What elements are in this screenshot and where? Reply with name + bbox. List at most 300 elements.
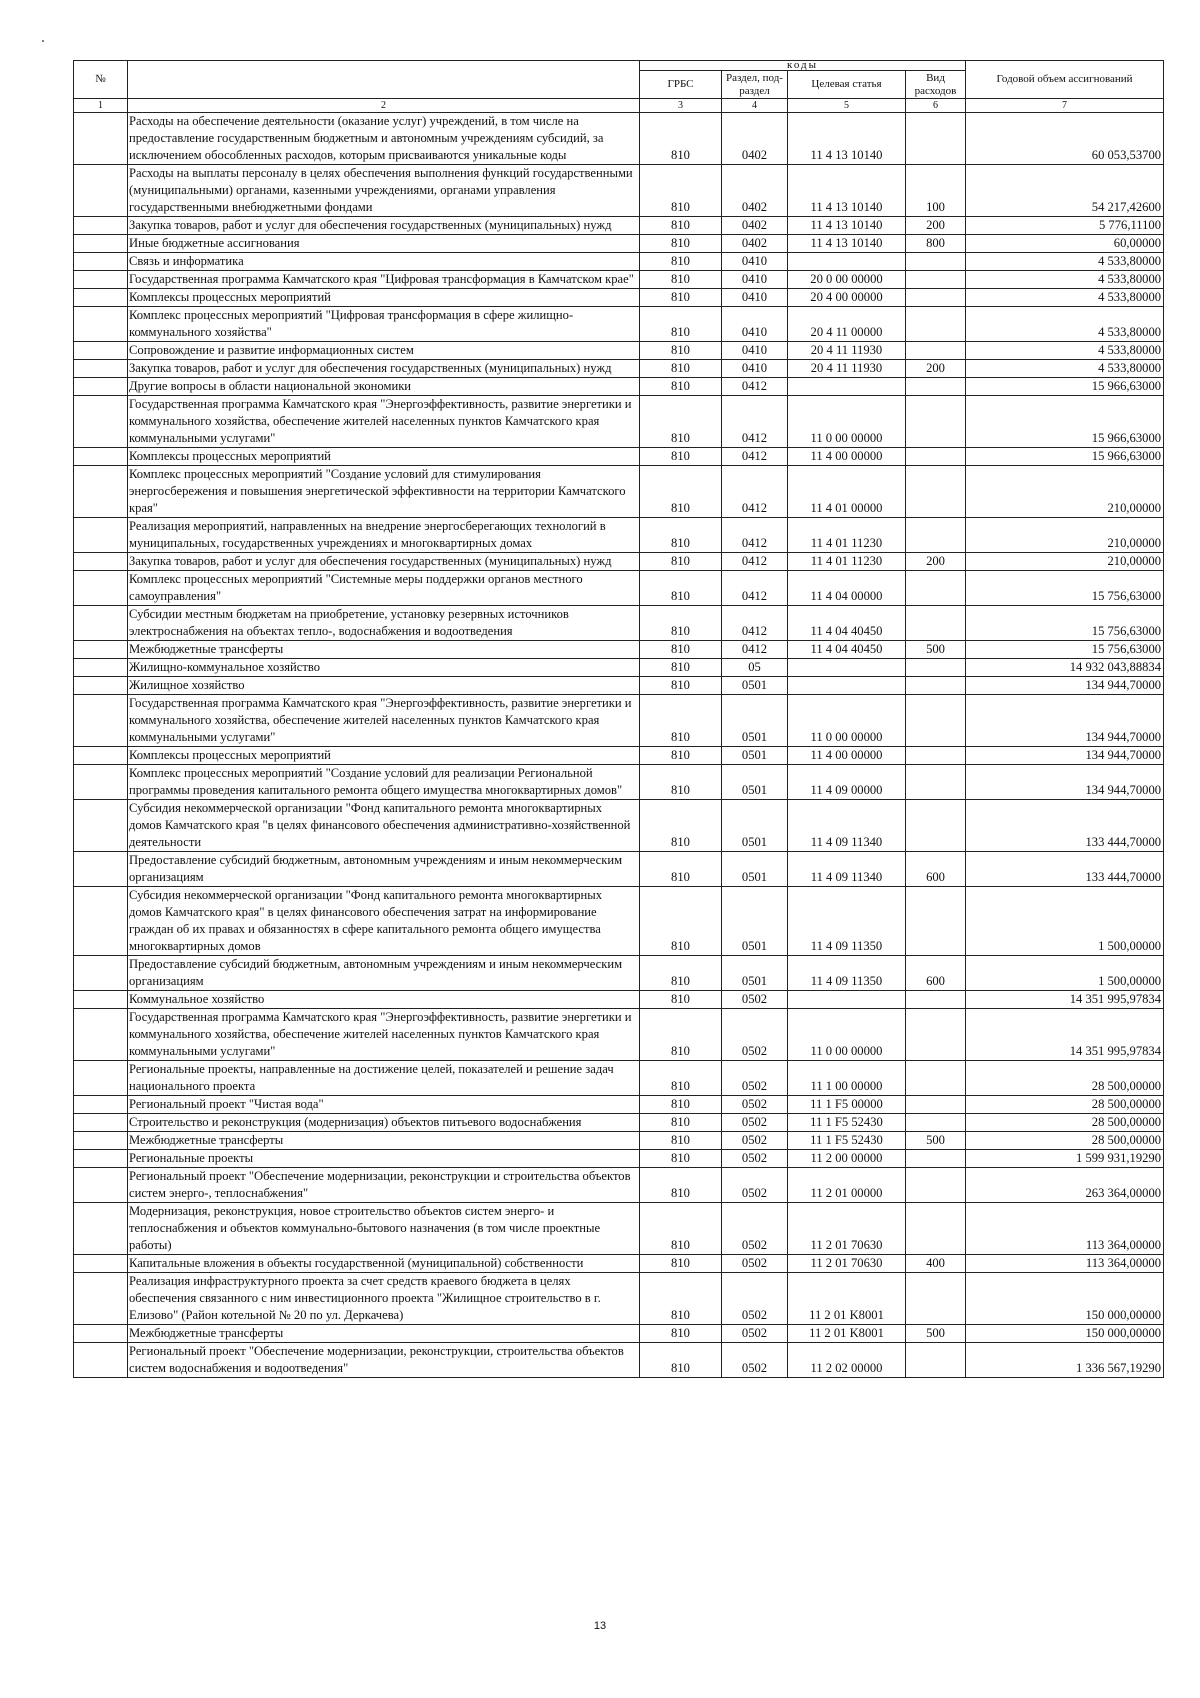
row-target: 11 4 13 10140 (788, 235, 906, 253)
table-row (74, 378, 1164, 396)
row-expense-type: 200 (906, 360, 966, 378)
row-name: Связь и информатика (128, 253, 640, 271)
table-row (74, 307, 1164, 342)
row-grbs: 810 (640, 253, 722, 271)
row-name: Закупка товаров, работ и услуг для обеспечения государственных (муниципальных) нужд (128, 360, 640, 378)
row-section: 0402 (722, 113, 788, 165)
row-sum: 1 500,00000 (966, 956, 1164, 991)
header-annual: Годовой объем ассигнований (966, 61, 1164, 99)
row-name: Межбюджетные трансферты (128, 1132, 640, 1150)
row-section: 0501 (722, 695, 788, 747)
row-grbs: 810 (640, 1343, 722, 1378)
row-expense-type (906, 887, 966, 956)
row-sum: 210,00000 (966, 518, 1164, 553)
table-row (74, 571, 1164, 606)
table-row (74, 695, 1164, 747)
header-name (128, 61, 640, 99)
row-name: Региональные проекты, направленные на достижение целей, показателей и решение задач национального проекта (128, 1061, 640, 1096)
col-number: 1 (74, 99, 128, 113)
row-expense-type (906, 113, 966, 165)
row-target (788, 991, 906, 1009)
row-target: 11 4 09 11340 (788, 852, 906, 887)
row-target: 11 4 13 10140 (788, 217, 906, 235)
table-row (74, 1009, 1164, 1061)
row-number-cell (74, 289, 128, 307)
row-grbs: 810 (640, 289, 722, 307)
row-expense-type (906, 1343, 966, 1378)
row-section: 0412 (722, 448, 788, 466)
row-number-cell (74, 677, 128, 695)
row-section: 0501 (722, 956, 788, 991)
row-grbs: 810 (640, 553, 722, 571)
row-name: Расходы на выплаты персоналу в целях обеспечения выполнения функций государственными (муниципальными) органами, казенными учреждениями, органами управления государственными внебюджетными фондами (128, 165, 640, 217)
row-sum: 15 756,63000 (966, 571, 1164, 606)
table-row (74, 887, 1164, 956)
table-row (74, 1096, 1164, 1114)
table-row (74, 466, 1164, 518)
row-sum: 4 533,80000 (966, 289, 1164, 307)
row-expense-type: 600 (906, 852, 966, 887)
row-grbs: 810 (640, 448, 722, 466)
row-target: 11 2 01 00000 (788, 1168, 906, 1203)
row-name: Комплекс процессных мероприятий "Создание условий для стимулирования энергосбережения и повышения энергетической эффективности на территории Камчатского края" (128, 466, 640, 518)
row-section: 0501 (722, 852, 788, 887)
row-grbs: 810 (640, 800, 722, 852)
table-row (74, 165, 1164, 217)
row-target: 11 0 00 00000 (788, 396, 906, 448)
row-target: 11 4 01 11230 (788, 553, 906, 571)
row-section: 0502 (722, 1168, 788, 1203)
table-row (74, 1168, 1164, 1203)
row-expense-type (906, 289, 966, 307)
row-number-cell (74, 378, 128, 396)
row-section: 0410 (722, 271, 788, 289)
row-section: 0502 (722, 1114, 788, 1132)
row-target (788, 253, 906, 271)
row-number-cell (74, 448, 128, 466)
row-name: Сопровождение и развитие информационных систем (128, 342, 640, 360)
row-expense-type (906, 1168, 966, 1203)
row-grbs: 810 (640, 852, 722, 887)
table-row (74, 641, 1164, 659)
row-name: Комплекс процессных мероприятий "Создание условий для реализации Региональной программы проведения капитального ремонта общего имущества многоквартирных домов" (128, 765, 640, 800)
row-grbs: 810 (640, 641, 722, 659)
row-number-cell (74, 765, 128, 800)
row-target: 11 4 09 11350 (788, 956, 906, 991)
row-target: 11 2 01 70630 (788, 1203, 906, 1255)
row-expense-type: 200 (906, 217, 966, 235)
row-number-cell (74, 360, 128, 378)
row-section: 0502 (722, 1325, 788, 1343)
row-target: 11 4 13 10140 (788, 165, 906, 217)
row-number-cell (74, 571, 128, 606)
row-target: 11 4 01 00000 (788, 466, 906, 518)
row-grbs: 810 (640, 956, 722, 991)
table-row (74, 253, 1164, 271)
scan-speck (42, 40, 44, 42)
header-exptype: Вид расходов (906, 71, 966, 99)
row-section: 0410 (722, 253, 788, 271)
row-grbs: 810 (640, 1325, 722, 1343)
row-sum: 263 364,00000 (966, 1168, 1164, 1203)
table-row (74, 1343, 1164, 1378)
row-grbs: 810 (640, 217, 722, 235)
row-number-cell (74, 553, 128, 571)
row-number-cell (74, 1343, 128, 1378)
table-row (74, 360, 1164, 378)
row-grbs: 810 (640, 518, 722, 553)
row-grbs: 810 (640, 1096, 722, 1114)
row-name: Государственная программа Камчатского края "Цифровая трансформация в Камчатском крае" (128, 271, 640, 289)
col-number: 3 (640, 99, 722, 113)
row-expense-type (906, 271, 966, 289)
row-expense-type (906, 1009, 966, 1061)
row-sum: 4 533,80000 (966, 360, 1164, 378)
row-target (788, 378, 906, 396)
row-number-cell (74, 887, 128, 956)
row-grbs: 810 (640, 747, 722, 765)
row-target: 20 4 11 11930 (788, 360, 906, 378)
row-section: 0412 (722, 641, 788, 659)
row-expense-type (906, 1061, 966, 1096)
row-expense-type (906, 448, 966, 466)
row-number-cell (74, 307, 128, 342)
row-name: Региональный проект "Обеспечение модернизации, реконструкции, строительства объектов систем водоснабжения и водоотведения" (128, 1343, 640, 1378)
row-number-cell (74, 1096, 128, 1114)
row-name: Жилищное хозяйство (128, 677, 640, 695)
row-target: 20 0 00 00000 (788, 271, 906, 289)
row-sum: 150 000,00000 (966, 1325, 1164, 1343)
row-number-cell (74, 1061, 128, 1096)
row-name: Модернизация, реконструкция, новое строительство объектов систем энерго- и теплоснабжения и объектов коммунально-бытового назначения (в том числе проектные работы) (128, 1203, 640, 1255)
row-sum: 15 966,63000 (966, 396, 1164, 448)
row-sum: 60 053,53700 (966, 113, 1164, 165)
row-sum: 14 932 043,88834 (966, 659, 1164, 677)
row-expense-type (906, 466, 966, 518)
row-sum: 60,00000 (966, 235, 1164, 253)
row-expense-type (906, 1114, 966, 1132)
row-grbs: 810 (640, 1203, 722, 1255)
row-number-cell (74, 466, 128, 518)
row-name: Государственная программа Камчатского края "Энергоэффективность, развитие энергетики и коммунального хозяйства, обеспечение жителей населенных пунктов Камчатского края коммунальными услугами" (128, 695, 640, 747)
table-row (74, 271, 1164, 289)
row-expense-type (906, 396, 966, 448)
row-name: Жилищно-коммунальное хозяйство (128, 659, 640, 677)
row-section: 0412 (722, 571, 788, 606)
table-row (74, 1203, 1164, 1255)
row-name: Капитальные вложения в объекты государственной (муниципальной) собственности (128, 1255, 640, 1273)
row-section: 0502 (722, 1203, 788, 1255)
row-target: 11 2 01 K8001 (788, 1273, 906, 1325)
row-expense-type (906, 606, 966, 641)
row-section: 0502 (722, 1343, 788, 1378)
col-number: 2 (128, 99, 640, 113)
row-target: 11 4 09 11350 (788, 887, 906, 956)
row-section: 0410 (722, 342, 788, 360)
row-number-cell (74, 1150, 128, 1168)
row-section: 0412 (722, 606, 788, 641)
row-name: Региональные проекты (128, 1150, 640, 1168)
table-row (74, 677, 1164, 695)
row-section: 0412 (722, 396, 788, 448)
row-number-cell (74, 747, 128, 765)
row-section: 0502 (722, 1150, 788, 1168)
row-sum: 210,00000 (966, 466, 1164, 518)
row-grbs: 810 (640, 271, 722, 289)
row-grbs: 810 (640, 1150, 722, 1168)
row-grbs: 810 (640, 1114, 722, 1132)
table-row (74, 606, 1164, 641)
row-section: 0402 (722, 217, 788, 235)
row-expense-type (906, 765, 966, 800)
row-number-cell (74, 991, 128, 1009)
row-expense-type (906, 800, 966, 852)
header-codes: коды (640, 61, 966, 71)
row-grbs: 810 (640, 765, 722, 800)
row-name: Предоставление субсидий бюджетным, автономным учреждениям и иным некоммерческим организациям (128, 956, 640, 991)
row-section: 0410 (722, 360, 788, 378)
row-target: 11 1 F5 52430 (788, 1132, 906, 1150)
row-name: Государственная программа Камчатского края "Энергоэффективность, развитие энергетики и коммунального хозяйства, обеспечение жителей населенных пунктов Камчатского края коммунальными услугами" (128, 1009, 640, 1061)
row-grbs: 810 (640, 360, 722, 378)
row-expense-type: 500 (906, 1132, 966, 1150)
row-section: 0502 (722, 1096, 788, 1114)
row-expense-type (906, 1096, 966, 1114)
row-grbs: 810 (640, 887, 722, 956)
row-expense-type (906, 518, 966, 553)
row-number-cell (74, 518, 128, 553)
table-row (74, 235, 1164, 253)
row-name: Государственная программа Камчатского края "Энергоэффективность, развитие энергетики и коммунального хозяйства, обеспечение жителей населенных пунктов Камчатского края коммунальными услугами" (128, 396, 640, 448)
table-row (74, 289, 1164, 307)
table-row (74, 1255, 1164, 1273)
row-grbs: 810 (640, 571, 722, 606)
table-row (74, 956, 1164, 991)
row-target: 11 4 09 11340 (788, 800, 906, 852)
row-section: 0502 (722, 1132, 788, 1150)
row-target: 11 2 00 00000 (788, 1150, 906, 1168)
row-sum: 15 966,63000 (966, 448, 1164, 466)
row-grbs: 810 (640, 1168, 722, 1203)
row-target: 20 4 11 11930 (788, 342, 906, 360)
row-name: Реализация инфраструктурного проекта за счет средств краевого бюджета в целях обеспечения связанного с ним инвестиционного проекта "Жилищное строительство в г. Елизово" (Район котельной № 20 по ул. Деркачева) (128, 1273, 640, 1325)
row-sum: 1 500,00000 (966, 887, 1164, 956)
row-grbs: 810 (640, 396, 722, 448)
row-expense-type (906, 659, 966, 677)
row-number-cell (74, 852, 128, 887)
table-row (74, 396, 1164, 448)
table-row (74, 448, 1164, 466)
row-target: 20 4 11 00000 (788, 307, 906, 342)
row-sum: 133 444,70000 (966, 852, 1164, 887)
page-number: 13 (593, 1620, 607, 1632)
budget-table-body (74, 113, 1164, 1378)
row-target: 11 4 00 00000 (788, 747, 906, 765)
row-sum: 28 500,00000 (966, 1114, 1164, 1132)
table-row (74, 1150, 1164, 1168)
row-sum: 4 533,80000 (966, 307, 1164, 342)
row-expense-type (906, 342, 966, 360)
row-sum: 14 351 995,97834 (966, 991, 1164, 1009)
row-target: 11 4 13 10140 (788, 113, 906, 165)
table-row (74, 342, 1164, 360)
row-expense-type: 500 (906, 1325, 966, 1343)
row-name: Межбюджетные трансферты (128, 1325, 640, 1343)
row-name: Закупка товаров, работ и услуг для обеспечения государственных (муниципальных) нужд (128, 553, 640, 571)
row-sum: 1 336 567,19290 (966, 1343, 1164, 1378)
row-grbs: 810 (640, 606, 722, 641)
row-number-cell (74, 659, 128, 677)
table-row (74, 991, 1164, 1009)
row-number-cell (74, 217, 128, 235)
row-expense-type (906, 307, 966, 342)
budget-table (73, 60, 1164, 1378)
row-section: 0502 (722, 1009, 788, 1061)
row-sum: 14 351 995,97834 (966, 1009, 1164, 1061)
table-row (74, 1132, 1164, 1150)
row-target (788, 677, 906, 695)
row-number-cell (74, 606, 128, 641)
row-section: 0410 (722, 307, 788, 342)
row-name: Строительство и реконструкция (модернизация) объектов питьевого водоснабжения (128, 1114, 640, 1132)
row-sum: 15 756,63000 (966, 641, 1164, 659)
row-sum: 150 000,00000 (966, 1273, 1164, 1325)
row-grbs: 810 (640, 1273, 722, 1325)
table-row (74, 747, 1164, 765)
row-sum: 4 533,80000 (966, 342, 1164, 360)
row-grbs: 810 (640, 991, 722, 1009)
row-expense-type (906, 378, 966, 396)
row-grbs: 810 (640, 695, 722, 747)
row-name: Комплекс процессных мероприятий "Системные меры поддержки органов местного самоуправления" (128, 571, 640, 606)
table-row (74, 518, 1164, 553)
row-target: 11 1 F5 00000 (788, 1096, 906, 1114)
row-expense-type: 600 (906, 956, 966, 991)
row-sum: 28 500,00000 (966, 1061, 1164, 1096)
row-name: Другие вопросы в области национальной экономики (128, 378, 640, 396)
row-sum: 134 944,70000 (966, 747, 1164, 765)
row-section: 0501 (722, 677, 788, 695)
header-section: Раздел, под-раздел (722, 71, 788, 99)
row-number-cell (74, 235, 128, 253)
row-section: 0402 (722, 235, 788, 253)
row-number-cell (74, 396, 128, 448)
row-grbs: 810 (640, 466, 722, 518)
row-target: 11 2 01 70630 (788, 1255, 906, 1273)
row-section: 0502 (722, 1255, 788, 1273)
row-target: 11 4 04 40450 (788, 641, 906, 659)
row-sum: 28 500,00000 (966, 1096, 1164, 1114)
row-section: 0402 (722, 165, 788, 217)
row-number-cell (74, 695, 128, 747)
table-row (74, 852, 1164, 887)
row-target: 20 4 00 00000 (788, 289, 906, 307)
row-section: 0502 (722, 1273, 788, 1325)
row-sum: 113 364,00000 (966, 1203, 1164, 1255)
row-target: 11 2 02 00000 (788, 1343, 906, 1378)
row-name: Субсидия некоммерческой организации "Фонд капитального ремонта многоквартирных домов Камчатского края "в целях финансового обеспечения административно-хозяйственной деятельности (128, 800, 640, 852)
row-number-cell (74, 113, 128, 165)
table-row (74, 765, 1164, 800)
row-expense-type: 800 (906, 235, 966, 253)
row-sum: 4 533,80000 (966, 271, 1164, 289)
row-section: 0502 (722, 991, 788, 1009)
row-target: 11 1 00 00000 (788, 1061, 906, 1096)
row-sum: 15 756,63000 (966, 606, 1164, 641)
row-expense-type (906, 571, 966, 606)
row-expense-type (906, 695, 966, 747)
row-name: Реализация мероприятий, направленных на внедрение энергосберегающих технологий в муниципальных, государственных учреждениях и многоквартирных домах (128, 518, 640, 553)
row-grbs: 810 (640, 113, 722, 165)
col-number: 6 (906, 99, 966, 113)
row-sum: 15 966,63000 (966, 378, 1164, 396)
row-sum: 134 944,70000 (966, 765, 1164, 800)
row-name: Комплексы процессных мероприятий (128, 448, 640, 466)
row-expense-type (906, 1273, 966, 1325)
row-name: Расходы на обеспечение деятельности (оказание услуг) учреждений, в том числе на предоставление государственным бюджетным и автономным учреждениям субсидий, за исключением обособленных расходов, которым присваиваются уникальные коды (128, 113, 640, 165)
row-number-cell (74, 1325, 128, 1343)
row-number-cell (74, 956, 128, 991)
row-expense-type (906, 1203, 966, 1255)
col-number: 7 (966, 99, 1164, 113)
row-sum: 134 944,70000 (966, 695, 1164, 747)
row-target (788, 659, 906, 677)
row-grbs: 810 (640, 165, 722, 217)
row-section: 0501 (722, 800, 788, 852)
table-row (74, 217, 1164, 235)
table-row (74, 659, 1164, 677)
row-target: 11 4 00 00000 (788, 448, 906, 466)
row-grbs: 810 (640, 235, 722, 253)
row-target: 11 4 04 40450 (788, 606, 906, 641)
row-sum: 28 500,00000 (966, 1132, 1164, 1150)
row-expense-type: 200 (906, 553, 966, 571)
table-row (74, 1325, 1164, 1343)
table-row (74, 1061, 1164, 1096)
row-section: 0501 (722, 887, 788, 956)
row-number-cell (74, 1114, 128, 1132)
row-number-cell (74, 1203, 128, 1255)
row-section: 0412 (722, 518, 788, 553)
row-number-cell (74, 1255, 128, 1273)
header-target: Целевая статья (788, 71, 906, 99)
row-grbs: 810 (640, 677, 722, 695)
table-row (74, 1114, 1164, 1132)
row-number-cell (74, 165, 128, 217)
header-grbs: ГРБС (640, 71, 722, 99)
row-section: 0412 (722, 466, 788, 518)
row-name: Комплексы процессных мероприятий (128, 747, 640, 765)
row-expense-type (906, 1150, 966, 1168)
row-grbs: 810 (640, 307, 722, 342)
row-grbs: 810 (640, 378, 722, 396)
row-sum: 113 364,00000 (966, 1255, 1164, 1273)
row-grbs: 810 (640, 1255, 722, 1273)
row-number-cell (74, 800, 128, 852)
row-sum: 210,00000 (966, 553, 1164, 571)
row-target: 11 2 01 K8001 (788, 1325, 906, 1343)
table-row (74, 1273, 1164, 1325)
budget-table-page (73, 60, 1163, 1378)
row-sum: 134 944,70000 (966, 677, 1164, 695)
row-target: 11 0 00 00000 (788, 1009, 906, 1061)
row-expense-type: 400 (906, 1255, 966, 1273)
row-name: Комплекс процессных мероприятий "Цифровая трансформация в сфере жилищно-коммунального хозяйства" (128, 307, 640, 342)
row-section: 0501 (722, 747, 788, 765)
row-name: Региональный проект "Обеспечение модернизации, реконструкции и строительства объектов систем энерго-, теплоснабжения" (128, 1168, 640, 1203)
row-grbs: 810 (640, 659, 722, 677)
table-row (74, 113, 1164, 165)
